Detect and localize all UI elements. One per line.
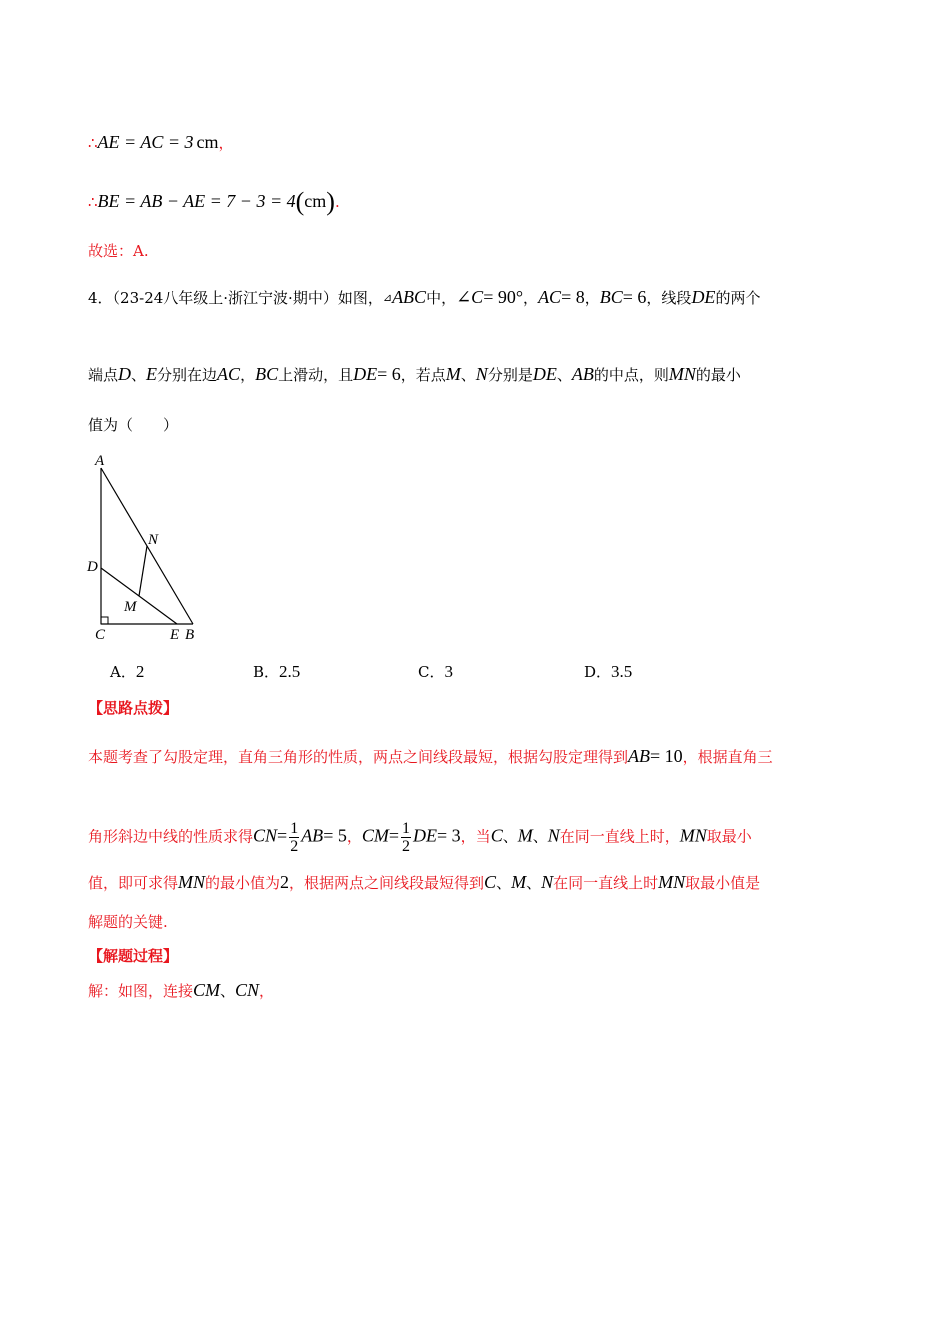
left-paren: ( [295,187,305,216]
text: ，根据两点之间线段最短得到 [289,874,485,892]
text: 、 [220,982,236,1000]
text: ，根据直角三 [682,748,773,766]
text: 如图， [337,289,383,307]
option-letter: D． [584,663,612,681]
denominator: 2 [290,838,299,855]
math: = 90° [483,287,524,307]
math: CN [253,825,278,846]
unit: cm [304,191,327,211]
question-source: （23-24八年级上·浙江宁波·期中） [112,289,338,307]
hint-line-1 [88,745,773,768]
label-n: N [148,532,159,548]
text: 、 [532,827,548,846]
math: BC [599,287,623,307]
text: 、 [502,827,518,846]
text: 、 [496,874,512,892]
math: M [517,825,533,846]
angle-symbol: ∠ [456,287,472,307]
label-b: B [185,627,195,643]
text: ，当 [460,827,491,846]
label-a: A [95,453,105,469]
math: C [484,872,497,892]
math: DE [413,825,438,846]
text: ， [584,289,600,307]
math: N [475,364,488,384]
option-a[interactable] [110,661,144,683]
option-letter: C． [418,663,445,681]
text: 分别在边 [157,366,218,384]
math: CM [193,980,221,1000]
math: CN [235,980,260,1000]
option-letter: B． [253,663,280,681]
math: = 5 [323,825,347,846]
text: 在同一直线上时 [553,874,659,892]
text: ， [346,827,362,846]
math: M [445,364,461,384]
answer-line: 故选：A. [88,242,149,260]
text: 取最小值是 [685,874,761,892]
math: C [490,825,503,846]
punctuation: ， [218,134,234,152]
text: ，线段 [646,289,692,307]
math-expression: AE = AC = 3 [97,132,194,152]
triangle-symbol: ⊿ [382,291,393,304]
right-paren: ) [326,187,335,216]
denominator: 2 [402,838,411,855]
label-m: M [124,599,137,615]
math: E [146,364,158,384]
math: AB [301,825,324,846]
text: 解：如图，连接 [88,982,194,1000]
label-e: E [170,627,180,643]
math: DE [532,364,557,384]
process-header: 【解题过程】 [88,947,179,965]
math: DE [353,364,378,384]
unit: cm [196,132,219,152]
question-line-2 [88,363,741,386]
text: 、 [460,366,476,384]
math: MN [668,364,696,384]
text: 值，即可求得 [88,874,179,892]
math: MN [679,825,707,846]
option-value: 3 [444,662,453,681]
math: N [541,872,554,892]
numerator: 1 [290,820,299,837]
punctuation: . [334,193,340,211]
fraction-half [289,820,299,855]
option-c[interactable] [418,661,453,683]
text: 的最小值为 [205,874,281,892]
question-line-3: 值为（ ） [88,416,179,434]
text: 本题考查了勾股定理，直角三角形的性质，两点之间线段最短，根据勾股定理得到 [88,748,629,766]
math: = 8 [561,287,585,307]
option-b[interactable] [253,661,300,683]
text: 角形斜边中线的性质求得 [88,827,254,846]
math: = 3 [437,825,461,846]
hint-header: 【思路点拨】 [88,699,179,717]
solution-line-ae [88,131,234,154]
text: ， [523,289,539,307]
text: 的最小 [695,366,741,384]
math: CM [361,825,389,846]
math-expression: BE = AB − AE = 7 − 3 = 4 [97,191,296,211]
option-value: 2 [135,662,145,681]
hint-line-2 [88,820,752,855]
math: MN [178,872,206,892]
option-d[interactable] [584,661,632,683]
math: C [471,287,484,307]
text: ，若点 [400,366,446,384]
math: M [511,872,527,892]
process-line-1 [88,979,274,1002]
fraction-half [401,820,411,855]
text: ， [259,982,275,1000]
math: DE [691,287,716,307]
math: D [118,364,132,384]
math: = [277,825,288,846]
text: 的两个 [715,289,761,307]
text: 在同一直线上时， [559,827,680,846]
math: BC [255,364,279,384]
text: ， [240,366,256,384]
text: 分别是 [487,366,533,384]
text: 上滑动，且 [278,366,354,384]
label-c: C [95,627,106,643]
hint-line-4: 解题的关键. [88,913,168,931]
math: AB [571,364,594,384]
option-letter: A． [110,663,136,681]
triangle-figure [82,450,212,645]
text: 、 [131,366,147,384]
option-value: 3.5 [611,662,633,681]
math: ABC [392,287,427,307]
question-number: 4． [88,289,113,307]
math: 2 [280,872,290,892]
math: = [388,825,400,846]
text: 的中点，则 [593,366,669,384]
right-angle-mark [101,617,108,624]
math: = 6 [622,287,647,307]
text: 中， [426,289,457,307]
solution-line-be [88,187,340,216]
text: 、 [526,874,542,892]
text: 端点 [88,366,119,384]
math: AC [217,364,241,384]
therefore-symbol: ∴ [88,134,98,152]
math: MN [658,872,686,892]
option-value: 2.5 [279,662,301,681]
segment-mn [139,546,147,596]
math: AC [538,287,562,307]
math: AB [628,746,651,766]
label-d: D [87,559,98,575]
hint-line-3 [88,871,760,894]
numerator: 1 [402,820,411,837]
question-line-1 [88,286,760,309]
math: = 10 [650,746,683,766]
math: = 6 [377,364,401,384]
therefore-symbol: ∴ [88,193,98,211]
text: 、 [556,366,572,384]
math: N [547,825,560,846]
text: 取最小 [706,827,752,846]
